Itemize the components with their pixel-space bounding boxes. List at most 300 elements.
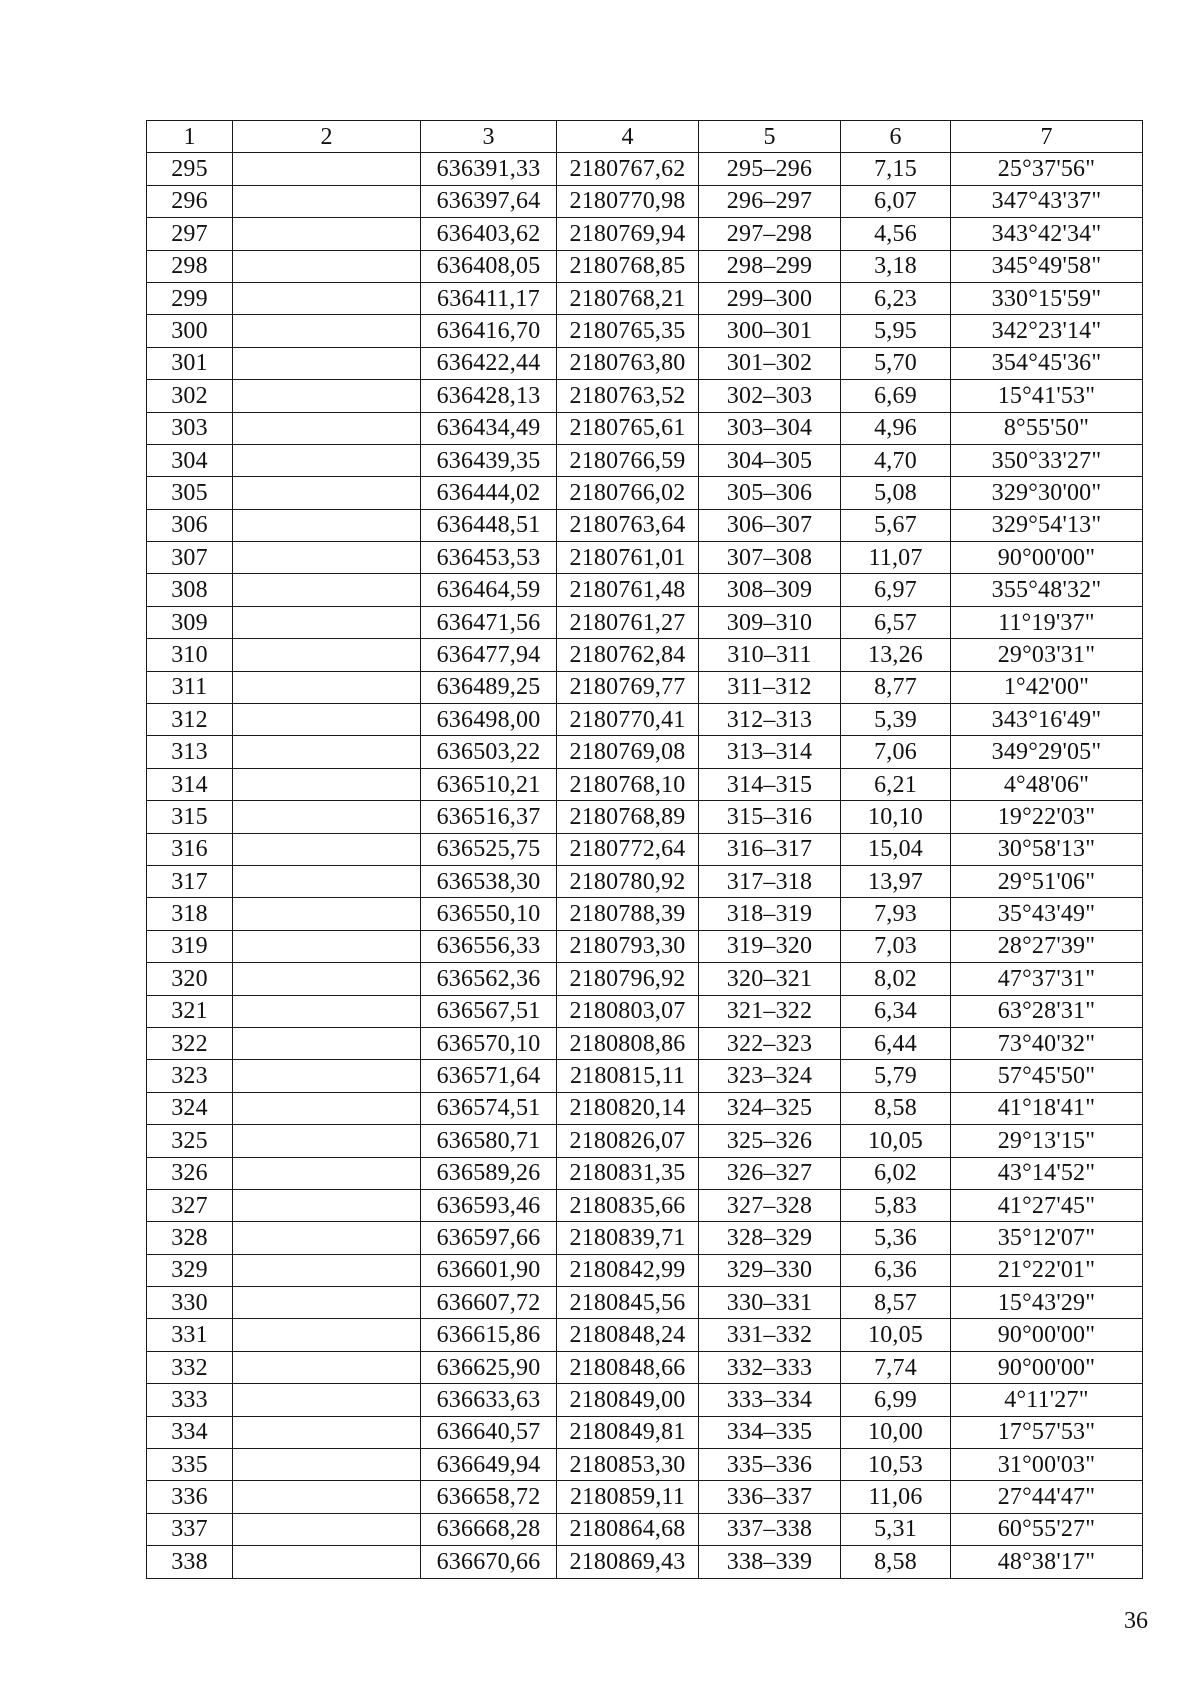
y-coordinate-cell: 2180849,81 (557, 1416, 699, 1448)
point-number-cell: 305 (147, 477, 233, 509)
empty-cell (233, 1092, 421, 1124)
table-row (147, 1351, 1143, 1383)
point-number-cell: 329 (147, 1254, 233, 1286)
x-coordinate-cell: 636510,21 (421, 768, 557, 800)
empty-cell (233, 930, 421, 962)
table-row (147, 606, 1143, 638)
point-number-cell: 310 (147, 639, 233, 671)
length-cell: 4,96 (841, 412, 951, 444)
y-coordinate-cell: 2180769,08 (557, 736, 699, 768)
segment-cell: 326–327 (699, 1157, 841, 1189)
segment-cell: 316–317 (699, 833, 841, 865)
x-coordinate-cell: 636593,46 (421, 1189, 557, 1221)
length-cell: 6,36 (841, 1254, 951, 1286)
segment-cell: 304–305 (699, 444, 841, 476)
table-row (147, 768, 1143, 800)
table-row (147, 347, 1143, 379)
segment-cell: 327–328 (699, 1189, 841, 1221)
point-number-cell: 317 (147, 865, 233, 897)
y-coordinate-cell: 2180769,94 (557, 218, 699, 250)
point-number-cell: 336 (147, 1481, 233, 1513)
table-row (147, 736, 1143, 768)
x-coordinate-cell: 636550,10 (421, 898, 557, 930)
y-coordinate-cell: 2180772,64 (557, 833, 699, 865)
y-coordinate-cell: 2180835,66 (557, 1189, 699, 1221)
table-row (147, 963, 1143, 995)
x-coordinate-cell: 636477,94 (421, 639, 557, 671)
table-row (147, 1189, 1143, 1221)
segment-cell: 331–332 (699, 1319, 841, 1351)
bearing-cell: 43°14'52" (951, 1157, 1143, 1189)
point-number-cell: 327 (147, 1189, 233, 1221)
bearing-cell: 330°15'59" (951, 282, 1143, 314)
empty-cell (233, 1254, 421, 1286)
table-row (147, 218, 1143, 250)
point-number-cell: 319 (147, 930, 233, 962)
segment-cell: 337–338 (699, 1513, 841, 1545)
x-coordinate-cell: 636601,90 (421, 1254, 557, 1286)
point-number-cell: 331 (147, 1319, 233, 1351)
segment-cell: 329–330 (699, 1254, 841, 1286)
empty-cell (233, 1027, 421, 1059)
y-coordinate-cell: 2180762,84 (557, 639, 699, 671)
y-coordinate-cell: 2180766,02 (557, 477, 699, 509)
length-cell: 6,99 (841, 1384, 951, 1416)
length-cell: 6,02 (841, 1157, 951, 1189)
table-row (147, 1222, 1143, 1254)
x-coordinate-cell: 636562,36 (421, 963, 557, 995)
bearing-cell: 27°44'47" (951, 1481, 1143, 1513)
column-header: 1 (147, 121, 233, 153)
empty-cell (233, 704, 421, 736)
table-row (147, 1384, 1143, 1416)
point-number-cell: 312 (147, 704, 233, 736)
segment-cell: 338–339 (699, 1546, 841, 1578)
table-row (147, 282, 1143, 314)
segment-cell: 306–307 (699, 509, 841, 541)
point-number-cell: 325 (147, 1125, 233, 1157)
length-cell: 6,57 (841, 606, 951, 638)
empty-cell (233, 606, 421, 638)
y-coordinate-cell: 2180864,68 (557, 1513, 699, 1545)
table-row (147, 704, 1143, 736)
x-coordinate-cell: 636570,10 (421, 1027, 557, 1059)
segment-cell: 321–322 (699, 995, 841, 1027)
point-number-cell: 306 (147, 509, 233, 541)
empty-cell (233, 833, 421, 865)
table-row (147, 1287, 1143, 1319)
segment-cell: 333–334 (699, 1384, 841, 1416)
x-coordinate-cell: 636597,66 (421, 1222, 557, 1254)
empty-cell (233, 995, 421, 1027)
length-cell: 6,97 (841, 574, 951, 606)
bearing-cell: 343°42'34" (951, 218, 1143, 250)
empty-cell (233, 250, 421, 282)
x-coordinate-cell: 636615,86 (421, 1319, 557, 1351)
table-row (147, 1449, 1143, 1481)
segment-cell: 302–303 (699, 380, 841, 412)
bearing-cell: 47°37'31" (951, 963, 1143, 995)
segment-cell: 324–325 (699, 1092, 841, 1124)
bearing-cell: 41°18'41" (951, 1092, 1143, 1124)
bearing-cell: 11°19'37" (951, 606, 1143, 638)
point-number-cell: 296 (147, 185, 233, 217)
table-row (147, 930, 1143, 962)
x-coordinate-cell: 636391,33 (421, 153, 557, 185)
bearing-cell: 345°49'58" (951, 250, 1143, 282)
empty-cell (233, 1416, 421, 1448)
empty-cell (233, 347, 421, 379)
table-row (147, 574, 1143, 606)
y-coordinate-cell: 2180766,59 (557, 444, 699, 476)
bearing-cell: 25°37'56" (951, 153, 1143, 185)
point-number-cell: 309 (147, 606, 233, 638)
coordinates-table (146, 120, 1143, 1579)
segment-cell: 318–319 (699, 898, 841, 930)
bearing-cell: 350°33'27" (951, 444, 1143, 476)
y-coordinate-cell: 2180788,39 (557, 898, 699, 930)
segment-cell: 307–308 (699, 542, 841, 574)
y-coordinate-cell: 2180820,14 (557, 1092, 699, 1124)
length-cell: 6,69 (841, 380, 951, 412)
bearing-cell: 29°51'06" (951, 865, 1143, 897)
segment-cell: 303–304 (699, 412, 841, 444)
length-cell: 5,08 (841, 477, 951, 509)
point-number-cell: 337 (147, 1513, 233, 1545)
table-row (147, 639, 1143, 671)
x-coordinate-cell: 636411,17 (421, 282, 557, 314)
bearing-cell: 1°42'00" (951, 671, 1143, 703)
x-coordinate-cell: 636453,53 (421, 542, 557, 574)
empty-cell (233, 1060, 421, 1092)
y-coordinate-cell: 2180845,56 (557, 1287, 699, 1319)
bearing-cell: 57°45'50" (951, 1060, 1143, 1092)
table-row (147, 412, 1143, 444)
empty-cell (233, 1481, 421, 1513)
y-coordinate-cell: 2180761,27 (557, 606, 699, 638)
table-row (147, 995, 1143, 1027)
x-coordinate-cell: 636434,49 (421, 412, 557, 444)
point-number-cell: 313 (147, 736, 233, 768)
length-cell: 8,58 (841, 1546, 951, 1578)
empty-cell (233, 185, 421, 217)
empty-cell (233, 671, 421, 703)
length-cell: 5,70 (841, 347, 951, 379)
length-cell: 8,58 (841, 1092, 951, 1124)
x-coordinate-cell: 636503,22 (421, 736, 557, 768)
table-row (147, 1125, 1143, 1157)
length-cell: 15,04 (841, 833, 951, 865)
x-coordinate-cell: 636408,05 (421, 250, 557, 282)
point-number-cell: 321 (147, 995, 233, 1027)
table-header-row (147, 121, 1143, 153)
table-row (147, 185, 1143, 217)
column-header: 6 (841, 121, 951, 153)
y-coordinate-cell: 2180768,10 (557, 768, 699, 800)
x-coordinate-cell: 636574,51 (421, 1092, 557, 1124)
empty-cell (233, 1513, 421, 1545)
table-row (147, 1157, 1143, 1189)
column-header: 3 (421, 121, 557, 153)
point-number-cell: 302 (147, 380, 233, 412)
x-coordinate-cell: 636489,25 (421, 671, 557, 703)
point-number-cell: 324 (147, 1092, 233, 1124)
y-coordinate-cell: 2180768,85 (557, 250, 699, 282)
table-row (147, 898, 1143, 930)
segment-cell: 299–300 (699, 282, 841, 314)
segment-cell: 301–302 (699, 347, 841, 379)
point-number-cell: 328 (147, 1222, 233, 1254)
x-coordinate-cell: 636416,70 (421, 315, 557, 347)
point-number-cell: 303 (147, 412, 233, 444)
point-number-cell: 320 (147, 963, 233, 995)
bearing-cell: 347°43'37" (951, 185, 1143, 217)
point-number-cell: 335 (147, 1449, 233, 1481)
empty-cell (233, 639, 421, 671)
x-coordinate-cell: 636567,51 (421, 995, 557, 1027)
empty-cell (233, 768, 421, 800)
y-coordinate-cell: 2180768,89 (557, 801, 699, 833)
length-cell: 3,18 (841, 250, 951, 282)
bearing-cell: 349°29'05" (951, 736, 1143, 768)
x-coordinate-cell: 636580,71 (421, 1125, 557, 1157)
x-coordinate-cell: 636448,51 (421, 509, 557, 541)
segment-cell: 319–320 (699, 930, 841, 962)
point-number-cell: 301 (147, 347, 233, 379)
empty-cell (233, 574, 421, 606)
y-coordinate-cell: 2180767,62 (557, 153, 699, 185)
y-coordinate-cell: 2180849,00 (557, 1384, 699, 1416)
segment-cell: 315–316 (699, 801, 841, 833)
length-cell: 13,97 (841, 865, 951, 897)
bearing-cell: 41°27'45" (951, 1189, 1143, 1221)
length-cell: 10,10 (841, 801, 951, 833)
bearing-cell: 35°43'49" (951, 898, 1143, 930)
segment-cell: 295–296 (699, 153, 841, 185)
segment-cell: 328–329 (699, 1222, 841, 1254)
x-coordinate-cell: 636397,64 (421, 185, 557, 217)
empty-cell (233, 963, 421, 995)
table-row (147, 542, 1143, 574)
y-coordinate-cell: 2180763,80 (557, 347, 699, 379)
point-number-cell: 316 (147, 833, 233, 865)
y-coordinate-cell: 2180853,30 (557, 1449, 699, 1481)
point-number-cell: 332 (147, 1351, 233, 1383)
column-header: 4 (557, 121, 699, 153)
length-cell: 6,07 (841, 185, 951, 217)
table-row (147, 380, 1143, 412)
length-cell: 8,77 (841, 671, 951, 703)
y-coordinate-cell: 2180765,35 (557, 315, 699, 347)
empty-cell (233, 1384, 421, 1416)
table-row (147, 1092, 1143, 1124)
length-cell: 7,06 (841, 736, 951, 768)
x-coordinate-cell: 636607,72 (421, 1287, 557, 1319)
x-coordinate-cell: 636556,33 (421, 930, 557, 962)
page-number: 36 (1124, 1608, 1148, 1634)
segment-cell: 323–324 (699, 1060, 841, 1092)
segment-cell: 320–321 (699, 963, 841, 995)
segment-cell: 308–309 (699, 574, 841, 606)
segment-cell: 314–315 (699, 768, 841, 800)
y-coordinate-cell: 2180769,77 (557, 671, 699, 703)
length-cell: 11,07 (841, 542, 951, 574)
length-cell: 7,03 (841, 930, 951, 962)
y-coordinate-cell: 2180770,98 (557, 185, 699, 217)
y-coordinate-cell: 2180796,92 (557, 963, 699, 995)
segment-cell: 336–337 (699, 1481, 841, 1513)
length-cell: 10,05 (841, 1125, 951, 1157)
y-coordinate-cell: 2180848,24 (557, 1319, 699, 1351)
x-coordinate-cell: 636439,35 (421, 444, 557, 476)
point-number-cell: 307 (147, 542, 233, 574)
x-coordinate-cell: 636625,90 (421, 1351, 557, 1383)
x-coordinate-cell: 636640,57 (421, 1416, 557, 1448)
segment-cell: 325–326 (699, 1125, 841, 1157)
length-cell: 5,36 (841, 1222, 951, 1254)
y-coordinate-cell: 2180808,86 (557, 1027, 699, 1059)
bearing-cell: 17°57'53" (951, 1416, 1143, 1448)
length-cell: 6,21 (841, 768, 951, 800)
bearing-cell: 48°38'17" (951, 1546, 1143, 1578)
length-cell: 10,00 (841, 1416, 951, 1448)
x-coordinate-cell: 636538,30 (421, 865, 557, 897)
x-coordinate-cell: 636471,56 (421, 606, 557, 638)
empty-cell (233, 542, 421, 574)
bearing-cell: 90°00'00" (951, 542, 1143, 574)
empty-cell (233, 1287, 421, 1319)
table-row (147, 444, 1143, 476)
column-header: 2 (233, 121, 421, 153)
column-header: 5 (699, 121, 841, 153)
point-number-cell: 295 (147, 153, 233, 185)
empty-cell (233, 1157, 421, 1189)
point-number-cell: 308 (147, 574, 233, 606)
length-cell: 7,15 (841, 153, 951, 185)
length-cell: 10,05 (841, 1319, 951, 1351)
point-number-cell: 297 (147, 218, 233, 250)
point-number-cell: 333 (147, 1384, 233, 1416)
column-header: 7 (951, 121, 1143, 153)
x-coordinate-cell: 636633,63 (421, 1384, 557, 1416)
bearing-cell: 90°00'00" (951, 1351, 1143, 1383)
table-row (147, 1319, 1143, 1351)
empty-cell (233, 1189, 421, 1221)
segment-cell: 311–312 (699, 671, 841, 703)
point-number-cell: 311 (147, 671, 233, 703)
y-coordinate-cell: 2180763,52 (557, 380, 699, 412)
point-number-cell: 314 (147, 768, 233, 800)
y-coordinate-cell: 2180842,99 (557, 1254, 699, 1286)
table-row (147, 1416, 1143, 1448)
y-coordinate-cell: 2180839,71 (557, 1222, 699, 1254)
bearing-cell: 355°48'32" (951, 574, 1143, 606)
table-row (147, 801, 1143, 833)
length-cell: 4,56 (841, 218, 951, 250)
y-coordinate-cell: 2180815,11 (557, 1060, 699, 1092)
x-coordinate-cell: 636670,66 (421, 1546, 557, 1578)
x-coordinate-cell: 636422,44 (421, 347, 557, 379)
length-cell: 6,34 (841, 995, 951, 1027)
point-number-cell: 298 (147, 250, 233, 282)
y-coordinate-cell: 2180770,41 (557, 704, 699, 736)
y-coordinate-cell: 2180763,64 (557, 509, 699, 541)
length-cell: 6,23 (841, 282, 951, 314)
table-row (147, 1027, 1143, 1059)
empty-cell (233, 412, 421, 444)
y-coordinate-cell: 2180848,66 (557, 1351, 699, 1383)
x-coordinate-cell: 636571,64 (421, 1060, 557, 1092)
length-cell: 10,53 (841, 1449, 951, 1481)
segment-cell: 322–323 (699, 1027, 841, 1059)
point-number-cell: 304 (147, 444, 233, 476)
table-row (147, 1513, 1143, 1545)
x-coordinate-cell: 636428,13 (421, 380, 557, 412)
empty-cell (233, 1319, 421, 1351)
y-coordinate-cell: 2180761,01 (557, 542, 699, 574)
segment-cell: 330–331 (699, 1287, 841, 1319)
length-cell: 7,93 (841, 898, 951, 930)
bearing-cell: 30°58'13" (951, 833, 1143, 865)
point-number-cell: 326 (147, 1157, 233, 1189)
empty-cell (233, 736, 421, 768)
bearing-cell: 90°00'00" (951, 1319, 1143, 1351)
table-body (147, 153, 1143, 1578)
x-coordinate-cell: 636464,59 (421, 574, 557, 606)
point-number-cell: 300 (147, 315, 233, 347)
segment-cell: 317–318 (699, 865, 841, 897)
length-cell: 7,74 (841, 1351, 951, 1383)
length-cell: 5,67 (841, 509, 951, 541)
y-coordinate-cell: 2180831,35 (557, 1157, 699, 1189)
table-row (147, 250, 1143, 282)
bearing-cell: 8°55'50" (951, 412, 1143, 444)
bearing-cell: 343°16'49" (951, 704, 1143, 736)
bearing-cell: 19°22'03" (951, 801, 1143, 833)
length-cell: 8,02 (841, 963, 951, 995)
bearing-cell: 60°55'27" (951, 1513, 1143, 1545)
segment-cell: 312–313 (699, 704, 841, 736)
length-cell: 5,79 (841, 1060, 951, 1092)
length-cell: 5,83 (841, 1189, 951, 1221)
bearing-cell: 354°45'36" (951, 347, 1143, 379)
y-coordinate-cell: 2180859,11 (557, 1481, 699, 1513)
y-coordinate-cell: 2180768,21 (557, 282, 699, 314)
table-row (147, 1481, 1143, 1513)
x-coordinate-cell: 636649,94 (421, 1449, 557, 1481)
point-number-cell: 330 (147, 1287, 233, 1319)
x-coordinate-cell: 636516,37 (421, 801, 557, 833)
y-coordinate-cell: 2180826,07 (557, 1125, 699, 1157)
x-coordinate-cell: 636668,28 (421, 1513, 557, 1545)
point-number-cell: 318 (147, 898, 233, 930)
bearing-cell: 73°40'32" (951, 1027, 1143, 1059)
point-number-cell: 338 (147, 1546, 233, 1578)
segment-cell: 335–336 (699, 1449, 841, 1481)
y-coordinate-cell: 2180869,43 (557, 1546, 699, 1578)
empty-cell (233, 509, 421, 541)
table-row (147, 1546, 1143, 1578)
x-coordinate-cell: 636589,26 (421, 1157, 557, 1189)
length-cell: 4,70 (841, 444, 951, 476)
empty-cell (233, 801, 421, 833)
bearing-cell: 29°03'31" (951, 639, 1143, 671)
table-row (147, 315, 1143, 347)
x-coordinate-cell: 636525,75 (421, 833, 557, 865)
empty-cell (233, 1125, 421, 1157)
y-coordinate-cell: 2180780,92 (557, 865, 699, 897)
bearing-cell: 4°11'27" (951, 1384, 1143, 1416)
